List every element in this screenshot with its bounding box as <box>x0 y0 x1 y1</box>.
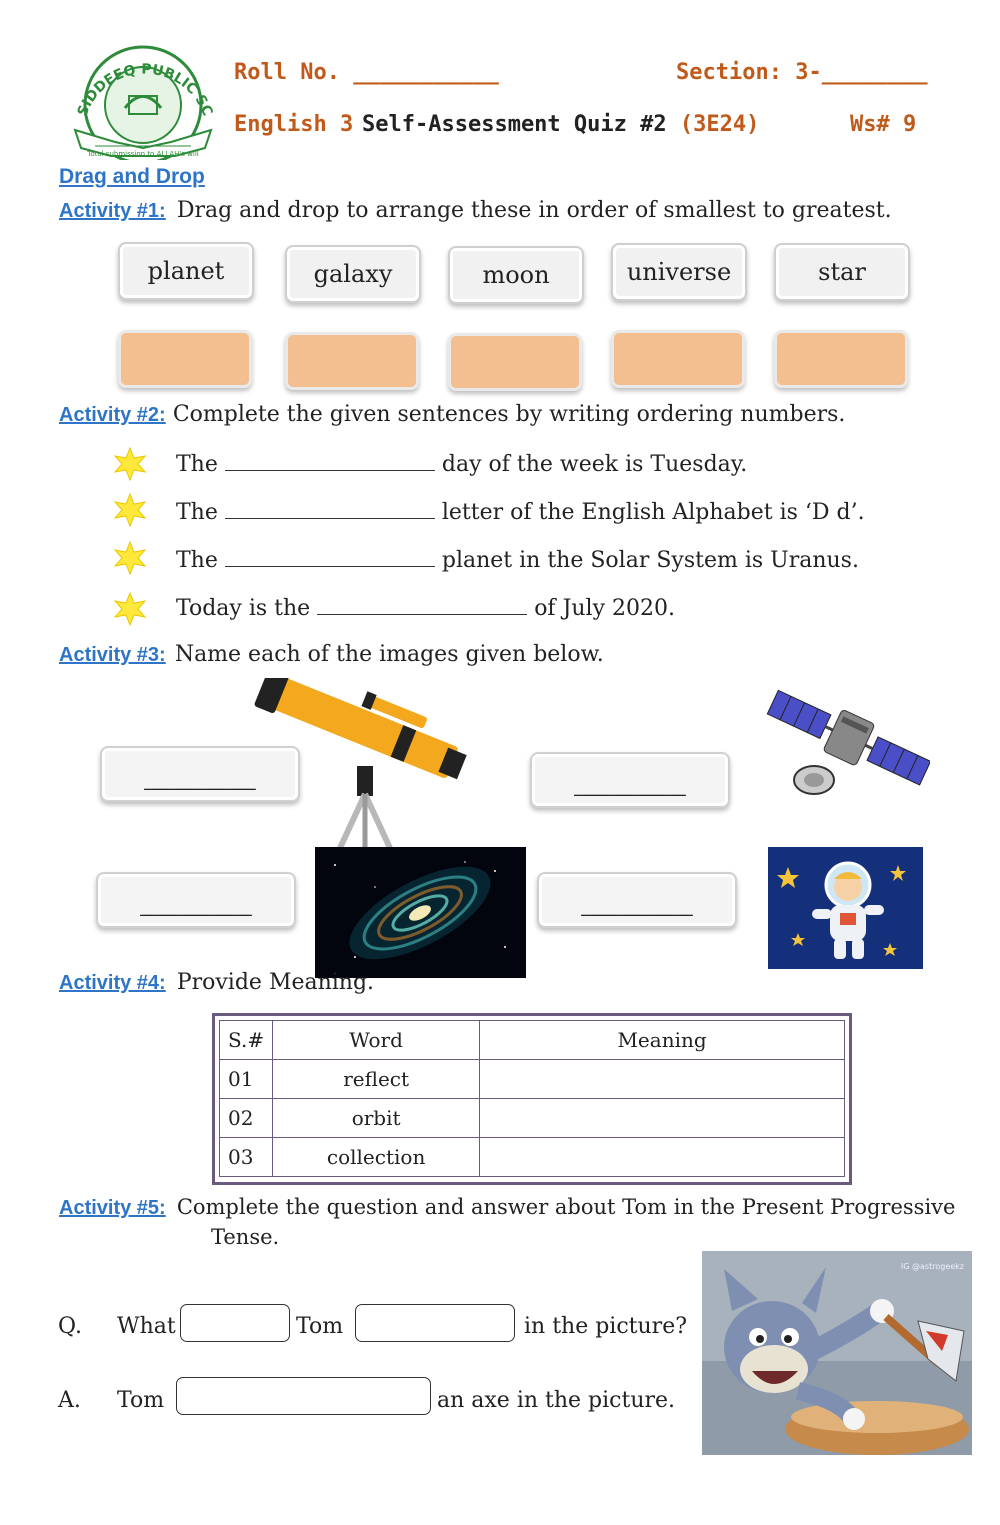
galaxy-image <box>315 847 526 978</box>
activity4-label: Activity #4: <box>59 972 166 994</box>
table-row <box>220 1099 845 1138</box>
sentence-2: The letter of the English Alphabet is ‘D d’. <box>176 500 865 525</box>
question-label: Q. <box>58 1314 82 1339</box>
astronaut-image <box>768 847 923 969</box>
sentence-1: The day of the week is Tuesday. <box>176 452 748 477</box>
row-meaning-input[interactable] <box>480 1060 845 1099</box>
row-meaning-input[interactable] <box>480 1138 845 1177</box>
section-title: Drag and Drop <box>59 165 205 188</box>
satellite-image <box>762 684 930 804</box>
row-meaning-input[interactable] <box>480 1099 845 1138</box>
row-sn: 02 <box>220 1099 273 1138</box>
drop-slot-4[interactable] <box>611 330 745 388</box>
star-bullet-icon <box>113 541 147 575</box>
table-header-row <box>220 1021 845 1060</box>
chip-moon[interactable]: moon <box>448 246 584 304</box>
activity1-label: Activity #1: <box>59 200 166 222</box>
star-bullet-icon <box>113 592 147 626</box>
drop-slot-3[interactable] <box>448 333 582 391</box>
activity5-instruction: Complete the question and answer about Tom in the Present Progressive <box>176 1195 956 1219</box>
answer-label: A. <box>58 1388 81 1413</box>
question-end: in the picture? <box>524 1314 688 1339</box>
subject-label: English 3 <box>234 112 354 137</box>
table-row <box>220 1060 845 1099</box>
worksheet-number: Ws# 9 <box>850 112 917 137</box>
activity5-heading <box>59 1195 955 1220</box>
activity3-instruction: Name each of the images given below. <box>174 642 604 667</box>
chip-galaxy[interactable]: galaxy <box>285 245 421 303</box>
answer-blank[interactable] <box>176 1377 431 1415</box>
name-satellite-box[interactable]: __________ <box>530 752 730 808</box>
quiz-code: (3E24) <box>679 112 760 137</box>
activity2-label: Activity #2: <box>59 404 166 426</box>
sentence-4: Today is the of July 2020. <box>176 596 675 621</box>
sentence-2-blank[interactable] <box>225 498 435 519</box>
header-meaning: Meaning <box>480 1021 845 1060</box>
name-telescope-box[interactable]: __________ <box>100 746 300 802</box>
activity5-label: Activity #5: <box>59 1197 166 1219</box>
table-row <box>220 1138 845 1177</box>
header-sn: S.# <box>220 1021 273 1060</box>
sentence-3-blank[interactable] <box>225 546 435 567</box>
activity4-heading <box>59 970 374 995</box>
star-bullet-icon <box>113 447 147 481</box>
star-bullet-icon <box>113 493 147 527</box>
name-astronaut-box[interactable]: __________ <box>537 872 737 928</box>
drop-slot-2[interactable] <box>285 332 419 390</box>
sentence-1-blank[interactable] <box>225 450 435 471</box>
sentence-3: The planet in the Solar System is Uranus. <box>176 548 859 573</box>
activity1-heading <box>59 198 892 223</box>
row-word: orbit <box>273 1099 480 1138</box>
activity5-instruction-cont: Tense. <box>211 1225 280 1249</box>
name-galaxy-box[interactable]: __________ <box>96 872 296 928</box>
question-what: What <box>117 1314 176 1339</box>
drop-slot-1[interactable] <box>118 330 252 388</box>
meaning-table <box>219 1020 845 1177</box>
school-logo <box>55 30 230 160</box>
activity4-instruction: Provide Meaning. <box>176 970 375 995</box>
question-blank-1[interactable] <box>180 1304 290 1342</box>
answer-end: an axe in the picture. <box>437 1388 676 1413</box>
answer-tom: Tom <box>117 1388 165 1413</box>
svg-text:Total submission to ALLAH's wi: Total submission to ALLAH's will <box>87 150 199 158</box>
svg-text:IG @astrogeekz: IG @astrogeekz <box>900 1262 964 1271</box>
chip-star[interactable]: star <box>774 243 910 301</box>
question-blank-2[interactable] <box>355 1304 515 1342</box>
activity1-instruction: Drag and drop to arrange these in order of smallest to greatest. <box>176 198 892 223</box>
svg-text:SIDDEEQ PUBLIC SCHOOL: SIDDEEQ PUBLIC SC <box>74 61 216 119</box>
question-tom: Tom <box>296 1314 344 1339</box>
header-word: Word <box>273 1021 480 1060</box>
row-word: reflect <box>273 1060 480 1099</box>
tom-cat-image <box>702 1251 972 1455</box>
section-label: Section: 3-________ <box>676 60 928 85</box>
activity2-heading <box>59 402 845 427</box>
roll-number-label: Roll No. ___________ <box>234 60 499 85</box>
activity3-heading <box>59 642 604 667</box>
row-sn: 01 <box>220 1060 273 1099</box>
chip-universe[interactable]: universe <box>611 243 747 301</box>
drop-slot-5[interactable] <box>774 330 908 388</box>
row-sn: 03 <box>220 1138 273 1177</box>
sentence-4-blank[interactable] <box>317 594 527 615</box>
row-word: collection <box>273 1138 480 1177</box>
meaning-table-frame <box>212 1013 852 1185</box>
activity3-label: Activity #3: <box>59 644 166 666</box>
quiz-title: Self-Assessment Quiz #2 (3E24) <box>362 112 760 137</box>
activity2-instruction: Complete the given sentences by writing ordering numbers. <box>172 402 846 427</box>
chip-planet[interactable]: planet <box>118 242 254 300</box>
